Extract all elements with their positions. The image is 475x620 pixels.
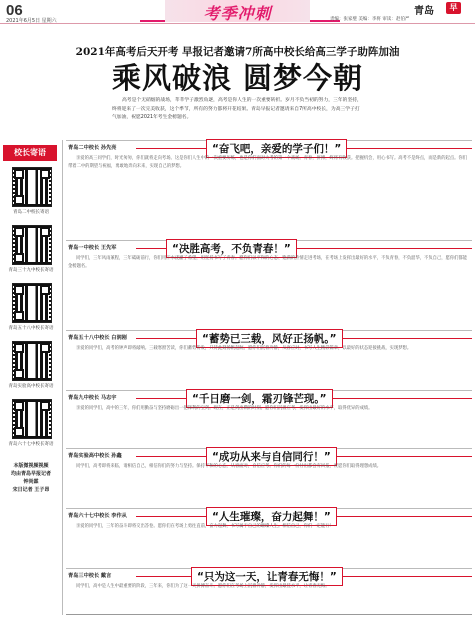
qr-code[interactable] [12, 225, 52, 265]
message-section [66, 390, 472, 448]
message-section [66, 330, 472, 390]
principal-name: 青岛九中校长 马志宇 [68, 395, 117, 401]
message-section [66, 508, 472, 568]
section-body: 亲爱的同学们，高中的三年，你们用勤奋与坚持磨砺出一把锋利的宝剑。现在，正是剑出鞘的时刻。愿你们沉着应考，发挥出最好的水平，取得优异的成绩。 [76, 406, 373, 411]
issue-date: 2021年6月5日 星期六 [6, 18, 57, 24]
column-divider [62, 140, 63, 615]
sidebar-footer-line: 钟尚霖 [23, 479, 39, 485]
page-footer-rule [66, 614, 472, 615]
qr-caption: 青岛二中校长寄语 [13, 210, 49, 215]
sidebar-footer-line: 本版微视频视频 [13, 463, 49, 469]
principal-name: 青岛二中校长 孙先亮 [68, 145, 117, 151]
qr-code[interactable] [12, 283, 52, 323]
qr-code[interactable] [12, 399, 52, 439]
section-body: 亲爱的同学们，三年的奋斗即将交出答卷。愿你们在考场上勇往直前，奋力起舞，书写属于自己的璀璨人生。相信自己，你们一定能行！ [76, 524, 334, 529]
message-section [66, 240, 472, 330]
section-body: 同学们，高中是人生中最重要的阶段，三年来，你们为了这一天拼搏奋斗。愿你们在考场上沉着冷静，发挥出最佳水平，让青春无悔。 [76, 584, 330, 589]
qr-caption: 青岛实验高中校长寄语 [8, 384, 54, 389]
pull-quote: “奋飞吧，亲爱的学子们！” [206, 139, 347, 158]
message-section [66, 448, 472, 508]
sidebar-footer-line: 均由青岛早报记者 [10, 471, 51, 477]
pull-quote: “成功从来与自信同行！” [206, 447, 337, 466]
principal-name: 青岛五十八中校长 白润刚 [68, 335, 127, 341]
principal-name: 青岛三中校长 戴言 [68, 573, 112, 579]
pull-quote: “只为这一天，让青春无悔！” [191, 567, 343, 586]
logo-text: 青岛 [414, 6, 434, 17]
section-body: 同学们，三年风雨兼程，三年砥砺前行，你们用汗水浇灌了希望，用坚持书写了青春。愿你们以平和的心态、饱满的热情走进考场，在考场上发挥出最好的水平，不负青春，不负韶华，不负自己，愿你们都能金榜题名。 [68, 256, 468, 269]
qr-code[interactable] [12, 167, 52, 207]
pull-quote: “蓄势已三载，风好正扬帆。” [196, 329, 343, 348]
principal-name: 青岛实验高中校长 孙鑫 [68, 453, 122, 459]
logo-badge: 早 [446, 2, 461, 14]
page-number: 06 [6, 2, 23, 19]
principal-name: 青岛六十七中校长 李作从 [68, 513, 127, 519]
article-intro: 高考是个无硝烟的战场，莘莘学子激烈角逐，高考是你人生的一次重要转折。岁月不负当初的努力，三年的坚持，终将迎来了一次完美收获，这个季节，所有的努力都将开花结果。青岛早报记者邀请来自7所高中校长，为高三学子打气加油，祝愿2021年考生金榜题名。 [112, 98, 362, 120]
section-body: 亲爱的高三同学们，时光匆匆，你们就将走向考场。这是你们人生中的一次重要历练，也是你们面对大考的第一个战场。青春，拼搏，终将有收获。把握机会，用心书写。高考不是终点，而是新的起点。你们带着二中的期望与祝福，勇敢地奔向未来，实现自己的梦想。 [68, 156, 468, 169]
sidebar-footer-line: 宋日记者 王子昂 [12, 487, 50, 493]
article-headline: 乘风破浪 圆梦今朝 [111, 61, 364, 95]
editor-credits: 责编：张家璧 美编：李将 审读：赵伯严 [330, 17, 410, 22]
article-kicker: 2021年高考后天开考 早报记者邀请7所高中校长给高三学子助阵加油 [75, 46, 400, 58]
message-section [66, 140, 472, 240]
pull-quote: “决胜高考，不负青春！” [166, 239, 297, 258]
sidebar-tag: 校长寄语 [3, 145, 57, 161]
qr-caption: 青岛六十七中校长寄语 [8, 442, 54, 447]
qr-caption: 青岛五十八中校长寄语 [8, 326, 54, 331]
qr-caption: 青岛三十九中校长寄语 [8, 268, 54, 273]
newspaper-logo [414, 2, 469, 15]
pull-quote: “千日磨一剑，霜刃锋芒现。” [186, 389, 333, 408]
pull-quote: “人生璀璨，奋力起舞！” [206, 507, 337, 526]
message-section [66, 568, 472, 614]
section-banner [165, 0, 310, 22]
section-title: 考季冲刺 [203, 4, 272, 23]
qr-code[interactable] [12, 341, 52, 381]
qr-sidebar [0, 145, 60, 620]
section-body: 同学们，高考即将来临，请相信自己，相信你们的努力与坚持。保持平和的心态，从容面对，自信应考。你们的每一份付出都会有回报，祝愿你们取得理想成绩。 [76, 464, 382, 469]
principal-name: 青岛一中校长 王先军 [68, 245, 117, 251]
section-body: 亲爱的同学们，高考的钟声即将敲响。三载寒窗苦读，你们蓄势待发，只待此刻扬帆起航。愿你们沉着冷静，从容应对，书写人生精彩篇章，以最好的状态迎接挑战，实现梦想。 [76, 346, 412, 351]
